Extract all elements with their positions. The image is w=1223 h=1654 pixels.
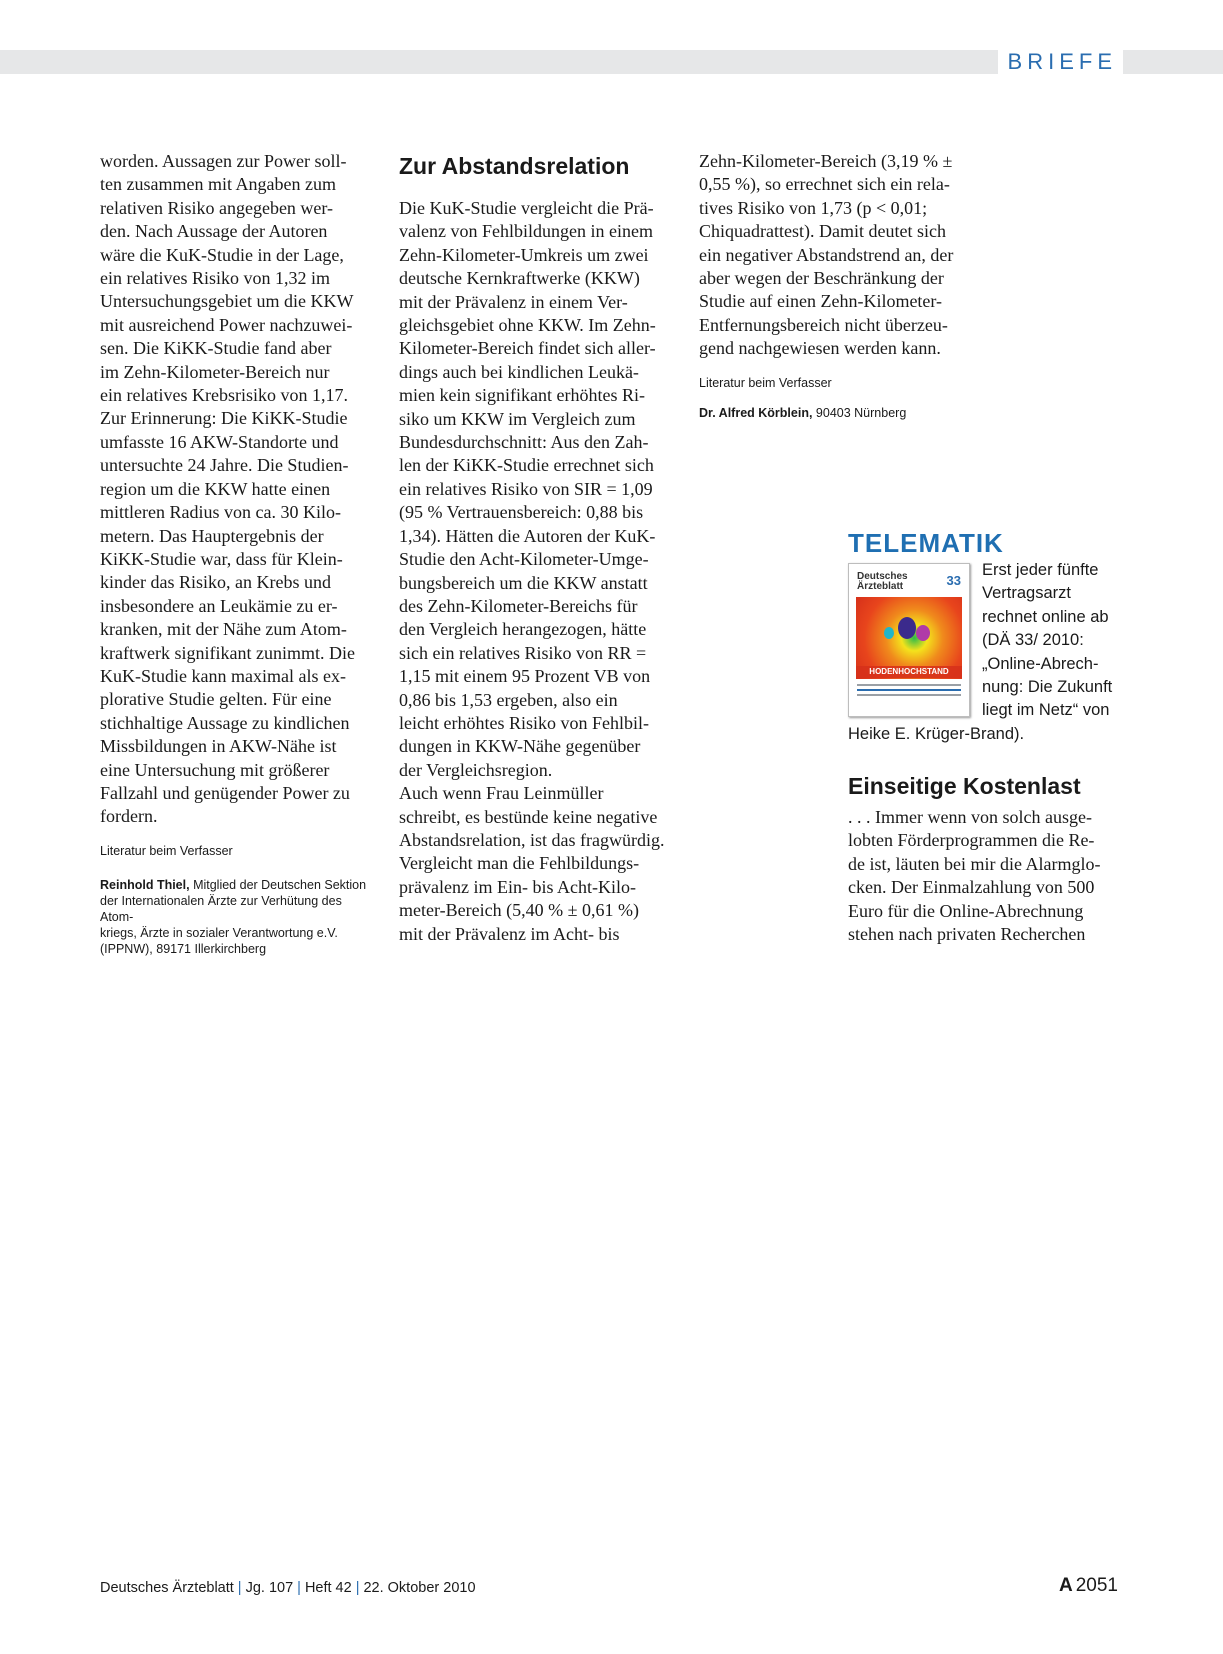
cover-text-line <box>857 684 961 686</box>
letter-heading-abstandsrelation: Zur Abstandsrelation <box>399 153 630 179</box>
letter-body-kostenlast: . . . Immer wenn von solch ausge- lobten Förderprogrammen die Re- de ist, läuten bei mir die Alarmglo- cken. Der Einmalzahlung von 500 Euro für die Online-Abrechnung stehen nach privaten Recherchen <box>848 807 1101 945</box>
letter-body-1: worden. Aussagen zur Power soll- ten zusammen mit Angaben zum relativen Risiko angegeben wer- den. Nach Aussage der Autoren wäre die KuK-Studie in der Lage, ein relatives Risiko von 1,32 im Untersuchungsgebiet um die KKW mit ausreichend Power nachzuwei- sen. Die KiKK-Studie fand aber im Zehn-Kilometer-Bereich nur ein relatives Krebsrisiko von 1,17. Zur Erinnerung: Die KiKK-Studie umfasste 16 AKW-Standorte und untersuchte 24 Jahre. Die Studien- region um die KKW hatte einen mittleren Radius von ca. 30 Kilo- metern. Das Hauptergebnis der KiKK-Studie war, dass für Klein- kinder das Risiko, an Krebs und insbesondere an Leukämie zu er- kranken, mit der Nähe zum Atom- kraftwerk signifikant zunimmt. Die KuK-Studie kann maximal als ex- plorative Studie gelten. Für eine stichhaltige Aussage zu kindlichen Missbildungen in AKW-Nähe ist eine Untersuchung mit größerer Fallzahl und genügender Power zu fordern. <box>100 151 355 827</box>
author-name-3: Dr. Alfred Körblein, <box>699 405 813 420</box>
cover-text-lines <box>857 684 961 699</box>
literature-note-1: Literatur beim Verfasser <box>100 843 233 858</box>
letter-heading-kostenlast: Einseitige Kostenlast <box>848 773 1081 799</box>
page-prefix: A <box>1058 1575 1073 1596</box>
telematik-reference-text: Erst jeder fünfte Vertragsarzt rechnet online ab (DÄ 33/ 2010: „Online-Abrech- nung: Die Zukunft liegt im Netz“ von <box>982 561 1113 720</box>
literature-note-3: Literatur beim Verfasser <box>699 375 832 390</box>
cover-art-shape <box>898 617 916 639</box>
telematik-reference <box>982 559 1142 723</box>
footer-date: 22. Oktober 2010 <box>363 1580 476 1596</box>
column-3 <box>699 150 989 421</box>
author-detail-3: 90403 Nürnberg <box>812 405 907 420</box>
cover-text-line <box>857 689 961 691</box>
footer-separator: | <box>297 1580 301 1596</box>
footer-issue: Heft 42 <box>304 1580 352 1596</box>
author-signature-3 <box>699 405 989 421</box>
letter-body-3: Zehn-Kilometer-Bereich (3,19 % ± 0,55 %), so errechnet sich ein rela- tives Risiko von 1,73 (p < 0,01; Chiquadrattest). Damit deutet sich ein negativer Abstandstrend an, der aber wegen der Beschränkung der Studie auf einen Zehn-Kilometer- Entfernungsbereich nicht überzeu- gend nachgewiesen werden kann. <box>699 151 954 359</box>
author-detail-1: Mitglied der Deutschen Sektion der Internationalen Ärzte zur Verhütung des Atom- kriegs, Ärzte in sozialer Verantwortung e.V. (IPPNW), 89171 Illerkirchberg <box>100 877 367 956</box>
telematik-author-line <box>848 723 1138 746</box>
magazine-cover-thumbnail <box>848 563 970 717</box>
section-label: BRIEFE <box>998 49 1123 75</box>
cover-issue-number: 33 <box>946 573 961 588</box>
author-name-1: Reinhold Thiel, <box>100 877 190 892</box>
footer-separator: | <box>355 1580 360 1596</box>
telematik-kicker: TELEMATIK <box>848 528 1004 558</box>
letter-einseitige-kostenlast <box>848 772 1138 946</box>
page-footer <box>100 1580 476 1596</box>
footer-journal: Deutsches Ärzteblatt <box>100 1580 234 1596</box>
footer-separator: | <box>237 1580 242 1596</box>
cover-title: Deutsches Ärzteblatt <box>857 571 908 592</box>
page-number-value: 2051 <box>1075 1575 1118 1596</box>
column-2 <box>399 150 679 946</box>
telematik-reference-author: Heike E. Krüger-Brand). <box>848 725 1025 743</box>
telematik-box <box>848 528 1138 558</box>
cover-text-line <box>857 694 961 696</box>
cover-banner: HODENHOCHSTAND <box>856 666 962 678</box>
footer-volume: Jg. 107 <box>245 1580 294 1596</box>
column-1 <box>100 150 375 957</box>
cover-art-shape <box>884 627 894 639</box>
page-number <box>1059 1575 1118 1597</box>
letter-body-2: Die KuK-Studie vergleicht die Prä- valenz von Fehlbildungen in einem Zehn-Kilometer-Umkreis um zwei deutsche Kernkraftwerke (KKW) mit der Prävalenz in einem Ver- gleichsgebiet ohne KKW. Im Zehn- Kilometer-Bereich findet sich aller- dings auch bei kindlichen Leukä- mien kein signifikant erhöhtes Ri- siko um KKW im Vergleich zum Bundesdurchschnitt: Aus den Zah- len der KiKK-Studie errechnet sich ein relatives Risiko von SIR = 1,09 (95 % Vertrauensbereich: 0,88 bis 1,34). Hätten die Autoren der KuK- Studie den Acht-Kilometer-Umge- bungsbereich um die KKW anstatt des Zehn-Kilometer-Bereichs für den Vergleich herangezogen, hätte sich ein relatives Risiko von RR = 1,15 mit einem 95 Prozent VB von 0,86 bis 1,53 ergeben, also ein leicht erhöhtes Risiko von Fehlbil- dungen in KKW-Nähe gegenüber der Vergleichsregion. Auch wenn Frau Leinmüller schreibt, es bestünde keine negative Abstandsrelation, ist das fragwürdig. Vergleicht man die Fehlbildungs- prävalenz im Ein- bis Acht-Kilo- meter-Bereich (5,40 % ± 0,61 %) mit der Prävalenz im Acht- bis <box>399 198 665 944</box>
cover-art-shape <box>916 625 930 641</box>
author-signature-1 <box>100 877 375 957</box>
